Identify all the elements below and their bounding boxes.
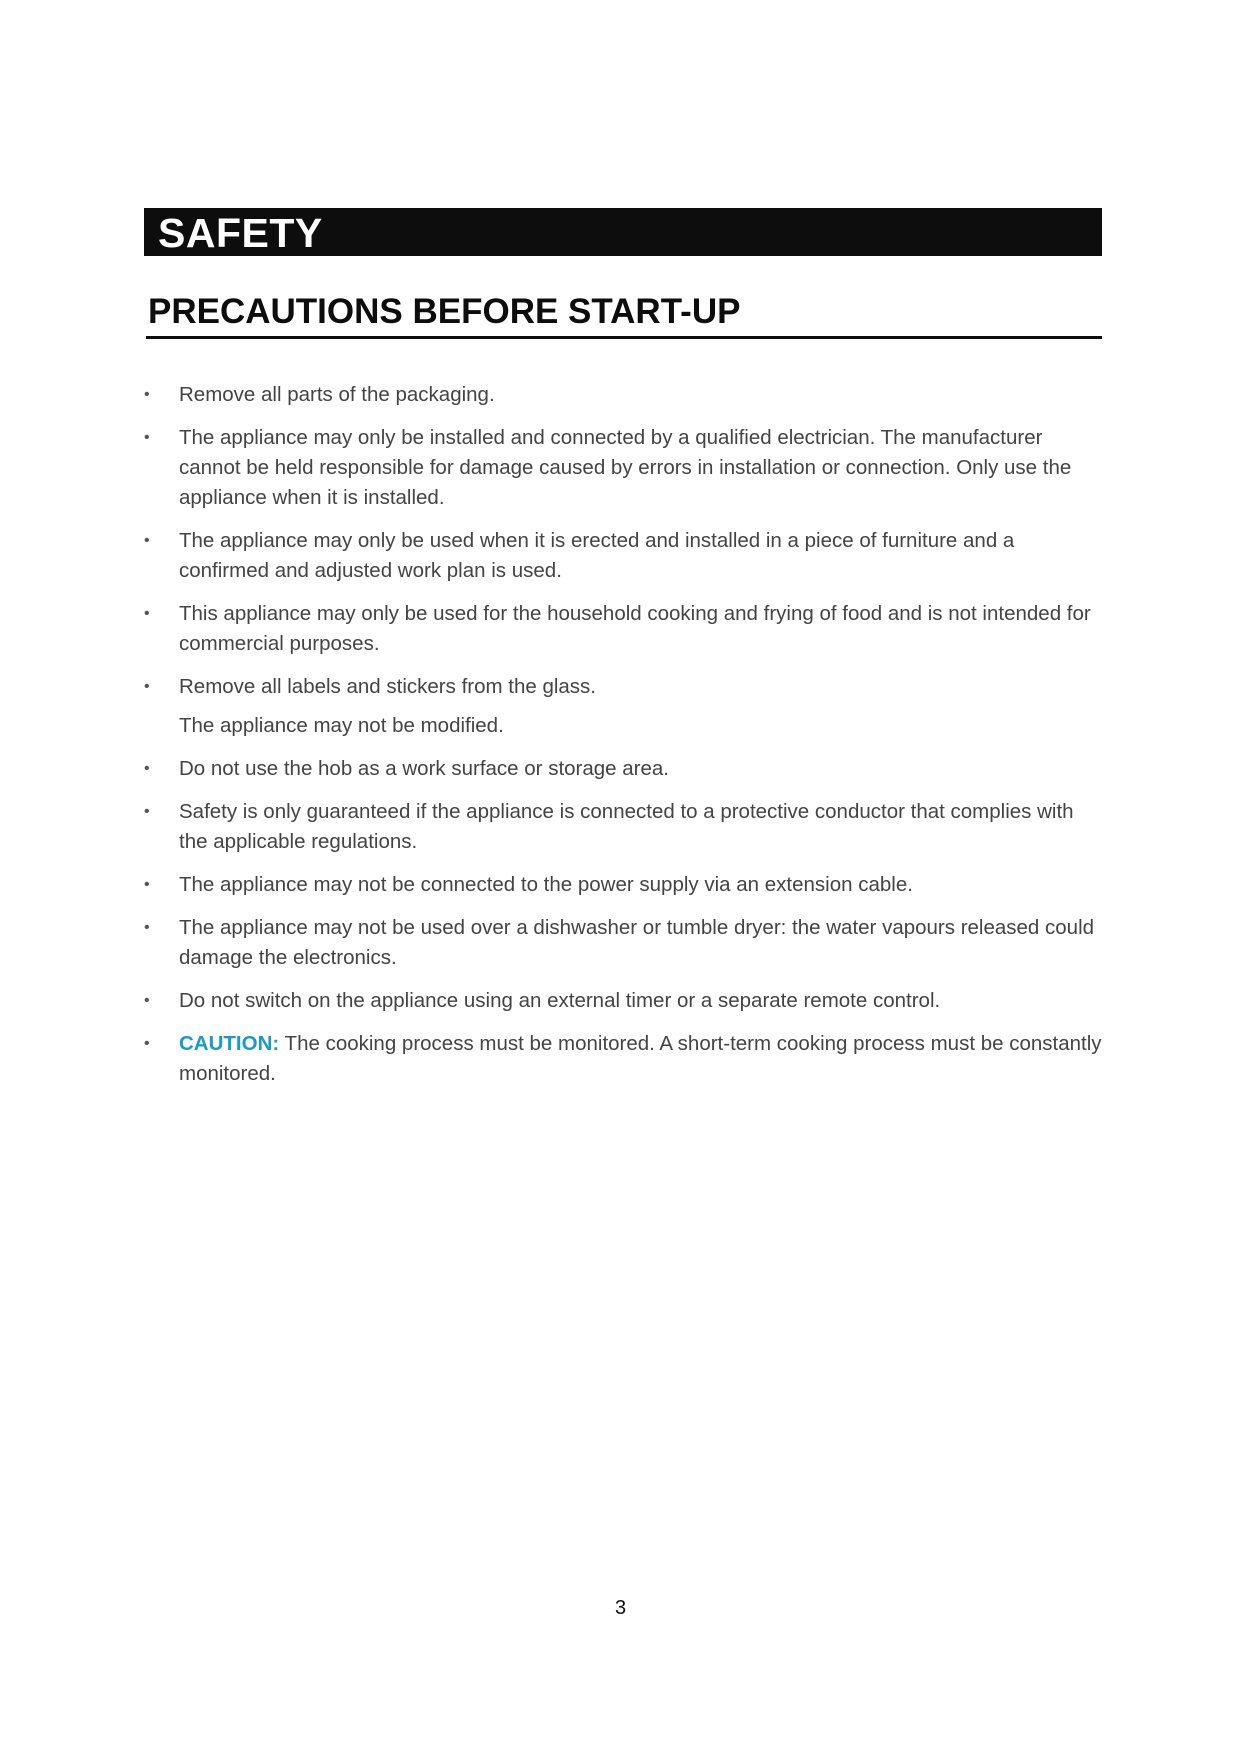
list-item-text: Do not use the hob as a work surface or storage area. (179, 757, 669, 780)
bullet-marker: • (144, 386, 150, 403)
list-item (144, 797, 1104, 857)
list-item (144, 754, 1104, 784)
list-item-text: Safety is only guaranteed if the appliance is connected to a protective conductor that complies with the applicable regulations. (179, 800, 1074, 853)
bullet-marker: • (144, 760, 150, 777)
section-title: SAFETY (158, 210, 323, 256)
list-item (144, 423, 1104, 513)
list-item (144, 870, 1104, 900)
page-number: 3 (614, 1597, 627, 1619)
list-item (144, 526, 1104, 586)
list-item (144, 986, 1104, 1016)
list-item-text: The appliance may only be installed and connected by a qualified electrician. The manufacturer cannot be held responsible for damage caused by errors in installation or connection. Only use the appliance when it is installed. (179, 426, 1072, 509)
list-item (144, 672, 1104, 702)
list-item (144, 711, 1104, 741)
list-item (144, 913, 1104, 973)
caution-item (144, 1029, 1104, 1089)
precautions-list (144, 380, 1104, 1102)
list-item-text: Remove all parts of the packaging. (179, 383, 495, 406)
bullet-marker: • (144, 876, 150, 893)
list-item-text: The appliance may only be used when it is erected and installed in a piece of furniture and a confirmed and adjusted work plan is used. (179, 529, 1015, 582)
bullet-marker: • (144, 678, 150, 695)
list-item-text: The appliance may not be connected to the power supply via an extension cable. (179, 873, 913, 896)
bullet-marker: • (144, 803, 150, 820)
list-item-text: Do not switch on the appliance using an external timer or a separate remote control. (179, 989, 941, 1012)
list-item-text: The appliance may not be modified. (179, 714, 504, 737)
bullet-marker: • (144, 429, 150, 446)
caution-label: CAUTION: (179, 1032, 280, 1055)
list-item-text: This appliance may only be used for the household cooking and frying of food and is not intended for commercial purposes. (179, 602, 1091, 655)
page-heading (146, 290, 1102, 339)
bullet-marker: • (144, 1035, 150, 1052)
list-item-text: Remove all labels and stickers from the glass. (179, 675, 597, 698)
list-item-text: The appliance may not be used over a dishwasher or tumble dryer: the water vapours released could damage the electronics. (179, 916, 1095, 969)
bullet-marker: • (144, 532, 150, 549)
caution-text: The cooking process must be monitored. A short-term cooking process must be constantly monitored. (179, 1032, 1102, 1085)
list-item (144, 380, 1104, 410)
list-item (144, 599, 1104, 659)
page-heading-text: PRECAUTIONS BEFORE START-UP (148, 292, 741, 331)
bullet-marker: • (144, 992, 150, 1009)
bullet-marker: • (144, 605, 150, 622)
bullet-marker: • (144, 919, 150, 936)
section-title-bar (144, 208, 1102, 256)
